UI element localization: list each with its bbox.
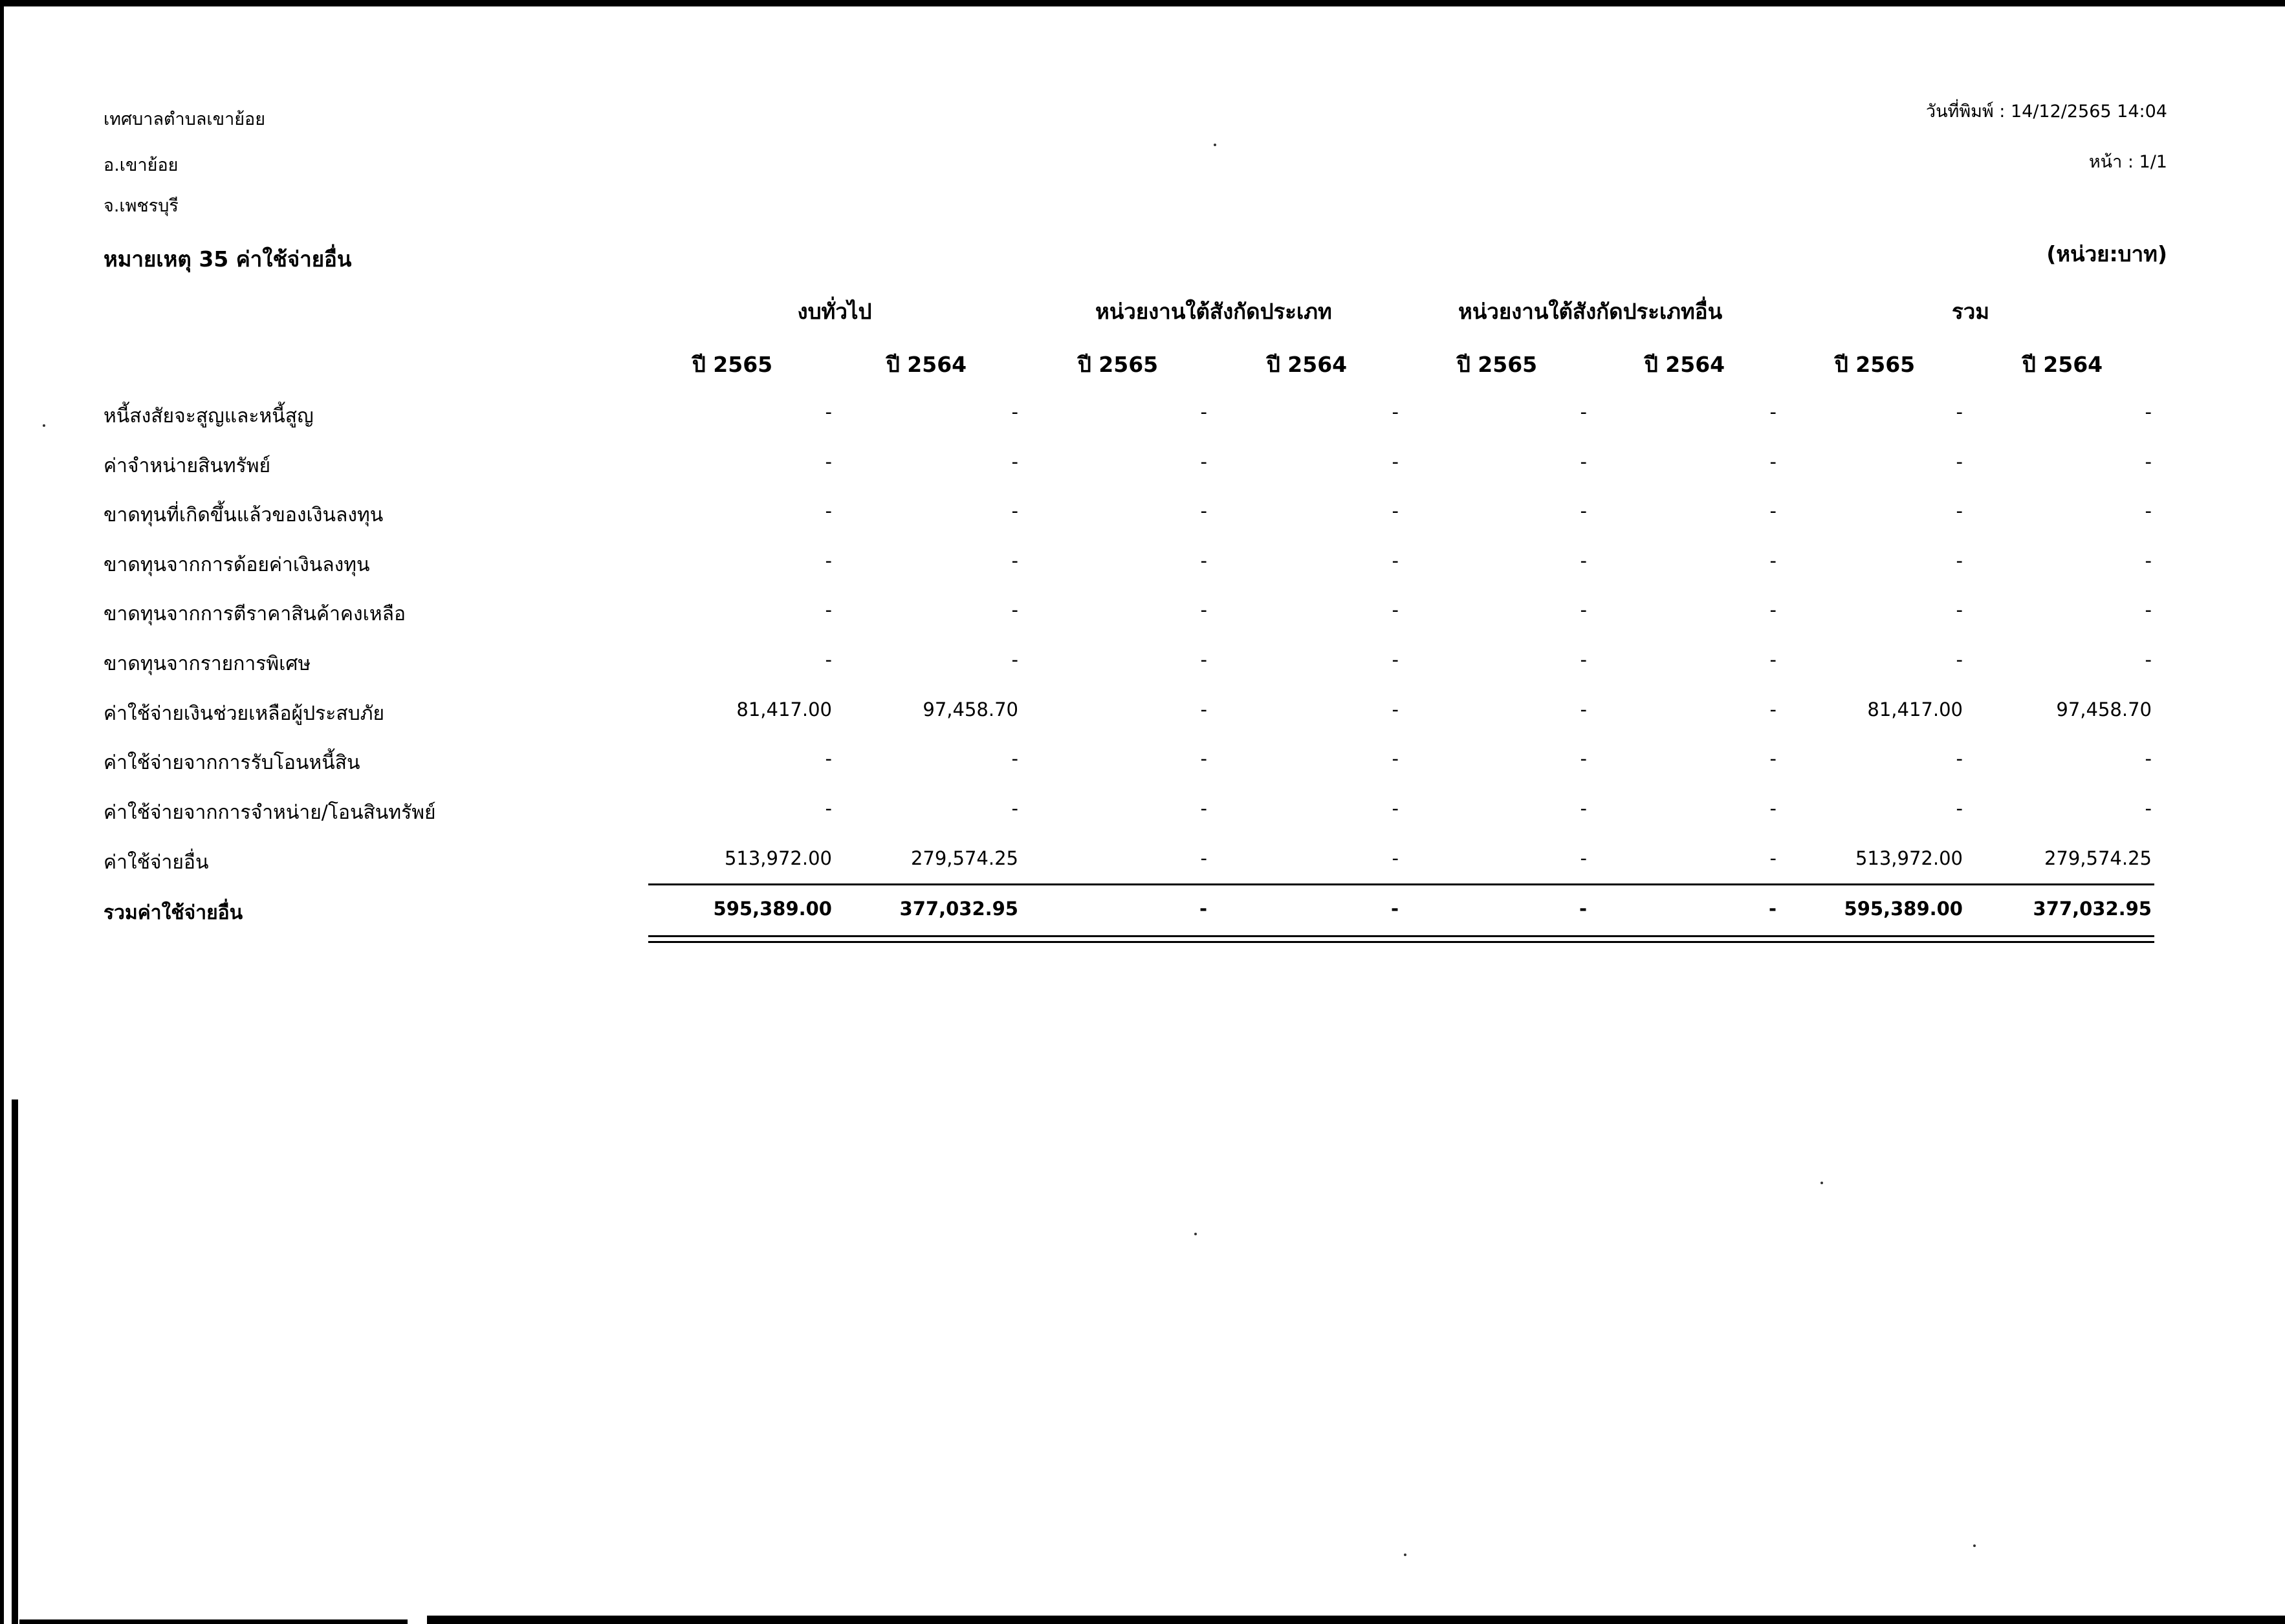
row-label: ค่าใช้จ่ายจากการจำหน่าย/โอนสินทรัพย์ <box>104 801 436 824</box>
total-cell: - <box>1768 898 1777 920</box>
scan-edge-top <box>0 0 2285 6</box>
total-cell: 377,032.95 <box>899 898 1018 920</box>
table-cell: 513,972.00 <box>1855 847 1963 869</box>
table-cell: - <box>1580 550 1587 572</box>
row-label: ขาดทุนจากการด้อยค่าเงินลงทุน <box>104 554 370 576</box>
table-cell: - <box>1011 649 1018 671</box>
table-cell: - <box>1956 649 1963 671</box>
row-label: ค่าใช้จ่ายจากการรับโอนหนี้สิน <box>104 752 360 774</box>
column-group-header: หน่วยงานใต้สังกัดประเภทอื่น <box>1458 299 1723 324</box>
table-cell: - <box>1580 649 1587 671</box>
table-cell: - <box>1200 797 1207 819</box>
table-cell: - <box>1011 500 1018 522</box>
table-cell: - <box>1956 797 1963 819</box>
table-cell: - <box>1200 550 1207 572</box>
table-cell: - <box>1011 550 1018 572</box>
table-cell: - <box>1011 748 1018 770</box>
table-cell: - <box>1956 550 1963 572</box>
table-cell: - <box>1769 401 1777 423</box>
table-cell: - <box>1392 748 1399 770</box>
table-cell: 279,574.25 <box>910 847 1018 869</box>
table-cell: - <box>1392 797 1399 819</box>
table-cell: - <box>1769 451 1777 473</box>
table-cell: - <box>1200 698 1207 720</box>
table-cell: - <box>1392 649 1399 671</box>
table-cell: - <box>1200 649 1207 671</box>
table-cell: - <box>1392 401 1399 423</box>
print-date: วันที่พิมพ์ : 14/12/2565 14:04 <box>1925 102 2167 122</box>
row-label: ขาดทุนจากรายการพิเศษ <box>104 653 311 675</box>
table-cell: - <box>825 599 832 621</box>
table-cell: - <box>1200 599 1207 621</box>
scan-edge-bottom <box>427 1616 2285 1624</box>
table-cell: - <box>1580 698 1587 720</box>
table-cell: - <box>1580 599 1587 621</box>
row-label: ค่าจำหน่ายสินทรัพย์ <box>104 455 271 477</box>
scan-speck <box>1214 144 1216 146</box>
total-cell: - <box>1579 898 1587 920</box>
table-cell: - <box>825 451 832 473</box>
scan-edge-left-inner <box>12 1099 18 1624</box>
table-cell: - <box>1200 748 1207 770</box>
table-cell: - <box>1011 797 1018 819</box>
table-cell: - <box>1011 599 1018 621</box>
table-cell: - <box>1769 599 1777 621</box>
table-cell: - <box>2145 649 2152 671</box>
table-cell: 279,574.25 <box>2044 847 2152 869</box>
table-cell: - <box>1392 698 1399 720</box>
note-title: หมายเหตุ 35 ค่าใช้จ่ายอื่น <box>104 246 352 272</box>
year-header: ปี 2565 <box>1456 352 1538 377</box>
table-cell: - <box>1580 401 1587 423</box>
table-cell: 81,417.00 <box>736 698 832 720</box>
table-cell: - <box>825 649 832 671</box>
unit-label: (หน่วย:บาท) <box>2046 241 2167 266</box>
table-cell: - <box>1769 847 1777 869</box>
table-cell: - <box>1392 599 1399 621</box>
total-cell: - <box>1390 898 1399 920</box>
table-cell: - <box>2145 451 2152 473</box>
total-row-label: รวมค่าใช้จ่ายอื่น <box>104 902 243 924</box>
table-cell: - <box>1956 748 1963 770</box>
scan-edge-left <box>0 0 4 1624</box>
table-cell: - <box>1956 451 1963 473</box>
column-group-header: รวม <box>1952 299 1990 324</box>
table-cell: - <box>1769 649 1777 671</box>
table-cell: - <box>1392 847 1399 869</box>
table-cell: - <box>1769 500 1777 522</box>
row-label: ขาดทุนที่เกิดขึ้นแล้วของเงินลงทุน <box>104 504 384 526</box>
table-cell: - <box>1956 599 1963 621</box>
total-rule-line <box>648 941 2154 943</box>
table-cell: - <box>2145 500 2152 522</box>
table-cell: - <box>1011 401 1018 423</box>
province-name: จ.เพชรบุรี <box>104 196 179 216</box>
table-cell: - <box>825 500 832 522</box>
total-cell: 595,389.00 <box>713 898 832 920</box>
year-header: ปี 2565 <box>1834 352 1916 377</box>
table-cell: - <box>825 401 832 423</box>
total-rule-line <box>648 935 2154 937</box>
table-cell: 97,458.70 <box>2056 698 2152 720</box>
table-cell: - <box>2145 550 2152 572</box>
table-cell: - <box>1392 550 1399 572</box>
column-group-header: งบทั่วไป <box>797 299 872 324</box>
table-cell: - <box>1580 847 1587 869</box>
total-cell: - <box>1199 898 1207 920</box>
table-cell: - <box>1392 451 1399 473</box>
table-cell: - <box>2145 401 2152 423</box>
table-cell: - <box>2145 599 2152 621</box>
scan-speck <box>1973 1544 1976 1547</box>
scan-speck <box>43 424 45 427</box>
table-cell: - <box>2145 797 2152 819</box>
total-cell: 377,032.95 <box>2033 898 2152 920</box>
organization-name: เทศบาลตำบลเขาย้อย <box>104 109 266 129</box>
table-cell: - <box>1580 797 1587 819</box>
year-header: ปี 2565 <box>1077 352 1159 377</box>
row-label: หนี้สงสัยจะสูญและหนี้สูญ <box>104 405 314 428</box>
table-cell: - <box>1200 500 1207 522</box>
row-label: ค่าใช้จ่ายอื่น <box>104 851 209 874</box>
table-cell: - <box>1200 401 1207 423</box>
year-header: ปี 2564 <box>2022 352 2103 377</box>
table-cell: - <box>825 748 832 770</box>
year-header: ปี 2564 <box>1266 352 1348 377</box>
year-header: ปี 2564 <box>886 352 967 377</box>
row-label: ขาดทุนจากการตีราคาสินค้าคงเหลือ <box>104 603 406 625</box>
table-cell: - <box>1392 500 1399 522</box>
table-cell: - <box>1956 500 1963 522</box>
total-cell: 595,389.00 <box>1844 898 1963 920</box>
scan-speck <box>1404 1554 1406 1556</box>
scan-edge-bottom-left <box>19 1619 408 1624</box>
page-number: หน้า : 1/1 <box>2088 152 2167 172</box>
table-cell: 81,417.00 <box>1867 698 1963 720</box>
table-cell: - <box>825 550 832 572</box>
table-cell: - <box>825 797 832 819</box>
table-cell: - <box>1200 451 1207 473</box>
table-cell: - <box>1580 451 1587 473</box>
year-header: ปี 2564 <box>1644 352 1725 377</box>
table-cell: - <box>1580 500 1587 522</box>
table-cell: - <box>1769 698 1777 720</box>
table-cell: 513,972.00 <box>724 847 832 869</box>
table-cell: - <box>1769 748 1777 770</box>
table-cell: - <box>1956 401 1963 423</box>
year-header: ปี 2565 <box>692 352 773 377</box>
row-label: ค่าใช้จ่ายเงินช่วยเหลือผู้ประสบภัย <box>104 702 385 725</box>
scan-speck <box>1820 1182 1823 1184</box>
district-name: อ.เขาย้อย <box>104 155 179 175</box>
scan-speck <box>1194 1233 1197 1235</box>
total-rule-line <box>648 883 2154 885</box>
table-cell: - <box>1769 797 1777 819</box>
column-group-header: หน่วยงานใต้สังกัดประเภท <box>1095 299 1332 324</box>
table-cell: - <box>1769 550 1777 572</box>
table-cell: - <box>1011 451 1018 473</box>
table-cell: - <box>1580 748 1587 770</box>
table-cell: - <box>1200 847 1207 869</box>
table-cell: - <box>2145 748 2152 770</box>
table-cell: 97,458.70 <box>923 698 1018 720</box>
